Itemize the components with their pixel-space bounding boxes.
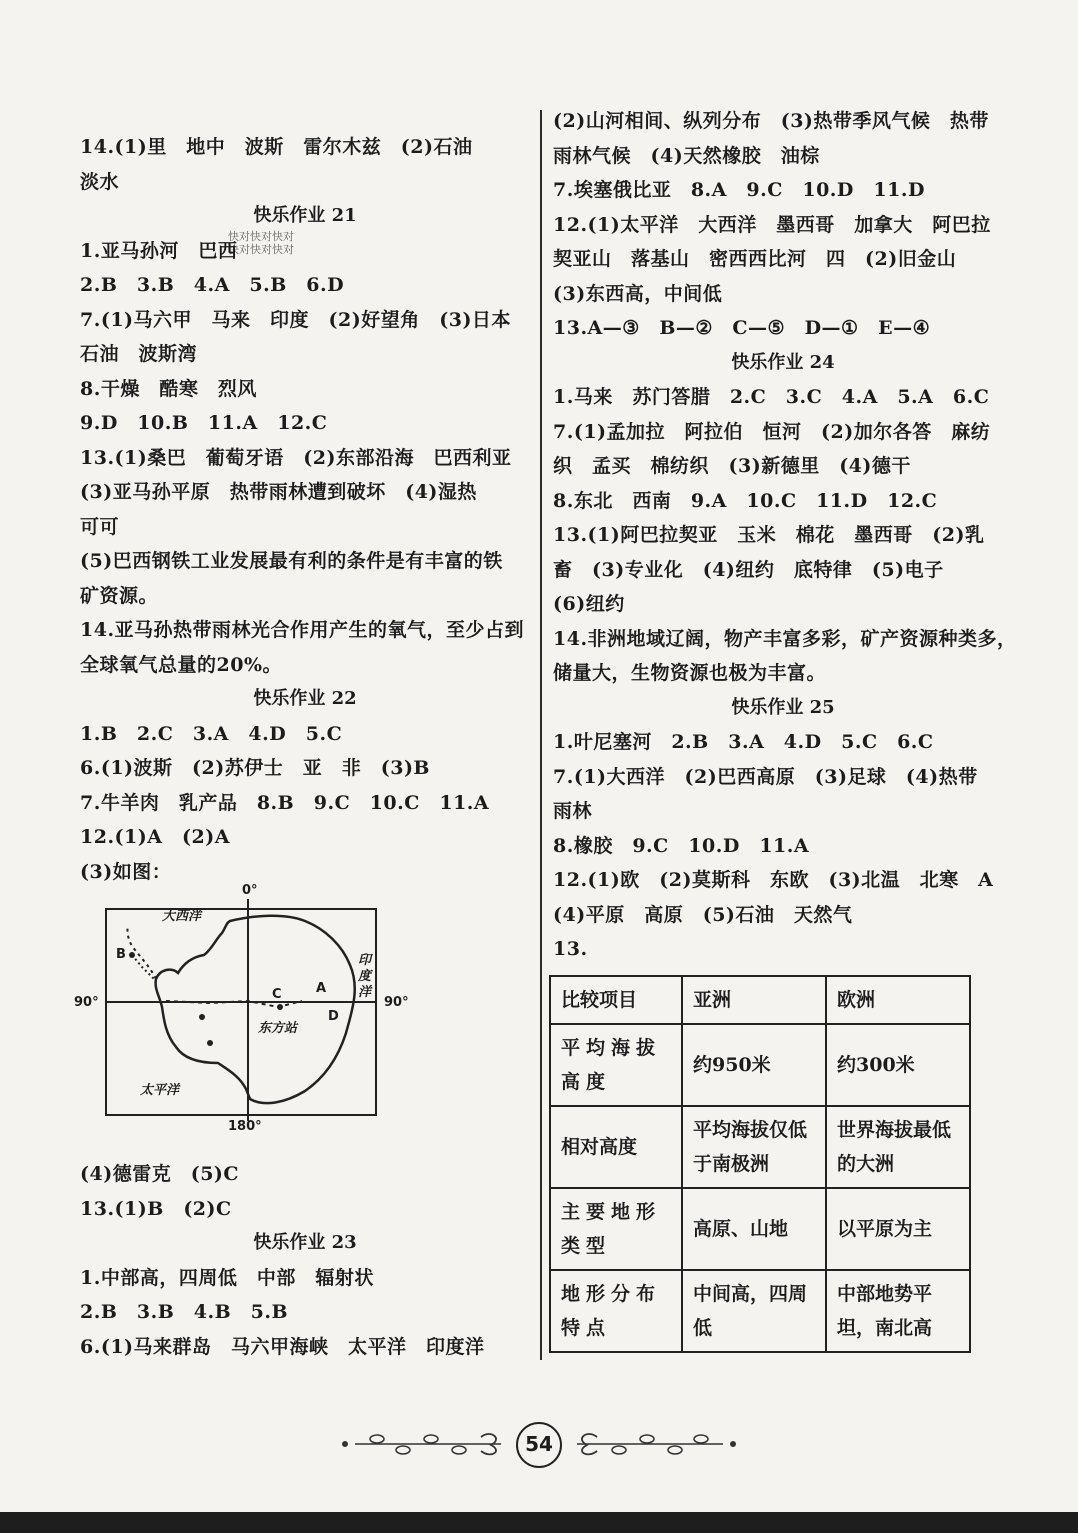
antarctica-map <box>74 883 530 1155</box>
page-number: 54 <box>516 1422 562 1468</box>
answer-line: 12.(1)A (2)A <box>80 826 230 848</box>
answer-line: (3)东西高，中间低 <box>553 282 723 305</box>
answer-line: 契亚山 落基山 密西西比河 四 (2)旧金山 <box>553 248 957 270</box>
comparison-table <box>549 975 971 1353</box>
table-cell: 平均海拔仅低于南极洲 <box>682 1106 826 1188</box>
answer-line: 13.(1)阿巴拉契亚 玉米 棉花 墨西哥 (2)乳 <box>553 524 985 546</box>
watermark-line: 快对快对快对 <box>228 230 294 243</box>
answer-line: 7.牛羊肉 乳产品 8.B 9.C 10.C 11.A <box>80 791 490 814</box>
map-point-d: D <box>328 1009 339 1024</box>
answer-line: 8.东北 西南 9.A 10.C 11.D 12.C <box>553 489 938 512</box>
table-cell: 约300米 <box>826 1024 970 1106</box>
table-cell: 地形分布特点 <box>550 1270 682 1352</box>
answer-line: 9.D 10.B 11.A 12.C <box>80 412 328 434</box>
right-column <box>553 104 1017 1353</box>
right-ornament-icon <box>567 1429 737 1464</box>
table-cell: 欧洲 <box>826 976 970 1024</box>
answer-line: 可可 <box>80 515 120 538</box>
answer-line: 2.B 3.B 4.A 5.B 6.D <box>80 274 345 296</box>
answer-line: 14.亚马孙热带雨林光合作用产生的氧气，至少占到 <box>80 619 525 641</box>
answer-line: 7.埃塞俄比亚 8.A 9.C 10.D 11.D <box>553 179 925 201</box>
table-cell: 以平原为主 <box>826 1188 970 1270</box>
answer-line: (4)平原 高原 (5)石油 天然气 <box>553 903 853 926</box>
map-drawing <box>80 893 530 1155</box>
answer-line: 13.(1)桑巴 葡萄牙语 (2)东部沿海 巴西利亚 <box>80 446 512 469</box>
answer-line: 1.B 2.C 3.A 4.D 5.C <box>80 722 343 745</box>
answer-line: 1.叶尼塞河 2.B 3.A 4.D 5.C 6.C <box>553 731 934 753</box>
answer-line: 雨林 <box>553 800 593 822</box>
table-cell: 高原、山地 <box>682 1188 826 1270</box>
answer-line: 畜 (3)专业化 (4)纽约 底特律 (5)电子 <box>553 558 944 581</box>
column-divider <box>540 110 542 1360</box>
table-cell: 相对高度 <box>550 1106 682 1188</box>
answer-line: 6.(1)马来群岛 马六甲海峡 太平洋 印度洋 <box>80 1335 485 1358</box>
answer-line: 淡水 <box>80 170 120 193</box>
bottom-edge-bar <box>0 1512 1078 1533</box>
answer-line: 1.亚马孙河 巴西 <box>80 239 238 262</box>
map-point-a: A <box>316 981 327 996</box>
map-station: 东方站 <box>258 1021 298 1036</box>
map-lon-right: 90° <box>384 995 409 1010</box>
answer-line: (5)巴西钢铁工业发展最有利的条件是有丰富的铁 <box>80 550 503 572</box>
table-cell: 主要地形类型 <box>550 1188 682 1270</box>
answer-line: (2)山河相间、纵列分布 (3)热带季风气候 热带 <box>553 110 989 132</box>
answer-line: 6.(1)波斯 (2)苏伊士 亚 非 (3)B <box>80 757 430 779</box>
answer-line: 1.马来 苏门答腊 2.C 3.C 4.A 5.A 6.C <box>553 386 990 408</box>
table-header-row <box>550 976 970 1024</box>
table-cell: 亚洲 <box>682 976 826 1024</box>
table-cell: 世界海拔最低的大洲 <box>826 1106 970 1188</box>
answer-line: (4)德雷克 (5)C <box>80 1163 240 1185</box>
answer-line: 8.干燥 酷寒 烈风 <box>80 377 257 400</box>
section-heading-25: 快乐作业 25 <box>731 696 835 718</box>
map-atlantic: 大西洋 <box>162 909 202 924</box>
answer-line: 储量大，生物资源也极为丰富。 <box>553 662 827 684</box>
table-row <box>550 1188 970 1270</box>
answer-line: 织 孟买 棉纺织 (3)新德里 (4)德干 <box>553 455 911 477</box>
map-indian-1: 印 <box>358 953 372 968</box>
table-cell: 中部地势平坦，南北高 <box>826 1270 970 1352</box>
answer-line: 13.A—③ B—② C—⑤ D—① E—④ <box>553 317 931 339</box>
table-row <box>550 1106 970 1188</box>
answer-line: 7.(1)马六甲 马来 印度 (2)好望角 (3)日本 <box>80 308 511 331</box>
answer-line: 13.(1)B (2)C <box>80 1197 232 1220</box>
answer-line: (3)如图： <box>80 860 172 883</box>
table-cell: 约950米 <box>682 1024 826 1106</box>
answer-line: 8.橡胶 9.C 10.D 11.A <box>553 834 810 857</box>
section-heading-22: 快乐作业 22 <box>253 688 357 709</box>
answer-line: 石油 波斯湾 <box>80 343 198 365</box>
answer-line: (3)亚马孙平原 热带雨林遭到破坏 (4)湿热 <box>80 481 477 503</box>
answer-line: 7.(1)孟加拉 阿拉伯 恒河 (2)加尔各答 麻纺 <box>553 420 991 443</box>
answer-line: 14.非洲地域辽阔，物产丰富多彩，矿产资源种类多， <box>553 627 1017 650</box>
map-lon-top: 0° <box>242 883 258 898</box>
answer-line: (6)纽约 <box>553 593 625 615</box>
answer-line: 12.(1)太平洋 大西洋 墨西哥 加拿大 阿巴拉 <box>553 213 991 236</box>
map-lon-left: 90° <box>74 995 99 1010</box>
answer-line: 2.B 3.B 4.B 5.B <box>80 1301 289 1323</box>
section-heading-23: 快乐作业 23 <box>253 1232 357 1253</box>
table-cell: 平均海拔高度 <box>550 1024 682 1106</box>
table-cell: 中间高，四周低 <box>682 1270 826 1352</box>
answer-line: 14.(1)里 地中 波斯 雷尔木兹 (2)石油 <box>80 136 473 158</box>
table-cell: 比较项目 <box>550 976 682 1024</box>
answer-line: 1.中部高，四周低 中部 辐射状 <box>80 1266 374 1289</box>
map-pacific: 太平洋 <box>140 1083 180 1098</box>
watermark-line: 快对快对快对 <box>228 243 294 256</box>
map-point-c: C <box>272 987 282 1002</box>
table-row <box>550 1270 970 1352</box>
section-heading-21: 快乐作业 21 <box>253 205 357 226</box>
answer-line: 12.(1)欧 (2)莫斯科 东欧 (3)北温 北寒 A <box>553 869 994 891</box>
section-heading-24: 快乐作业 24 <box>731 351 835 373</box>
map-point-b: B <box>116 947 126 962</box>
map-indian-3: 洋 <box>358 985 372 1000</box>
answer-line: 雨林气候 (4)天然橡胶 油棕 <box>553 144 820 167</box>
left-column <box>74 130 530 1364</box>
page-footer <box>0 1422 1078 1468</box>
table-row <box>550 1024 970 1106</box>
answer-line: 13. <box>553 938 588 960</box>
answer-line: 7.(1)大西洋 (2)巴西高原 (3)足球 (4)热带 <box>553 765 978 788</box>
map-lon-bottom: 180° <box>228 1119 262 1134</box>
answer-line: 全球氧气总量的20%。 <box>80 653 282 676</box>
answer-line: 矿资源。 <box>80 584 159 607</box>
map-indian-2: 度 <box>358 969 372 984</box>
left-ornament-icon <box>341 1429 511 1464</box>
